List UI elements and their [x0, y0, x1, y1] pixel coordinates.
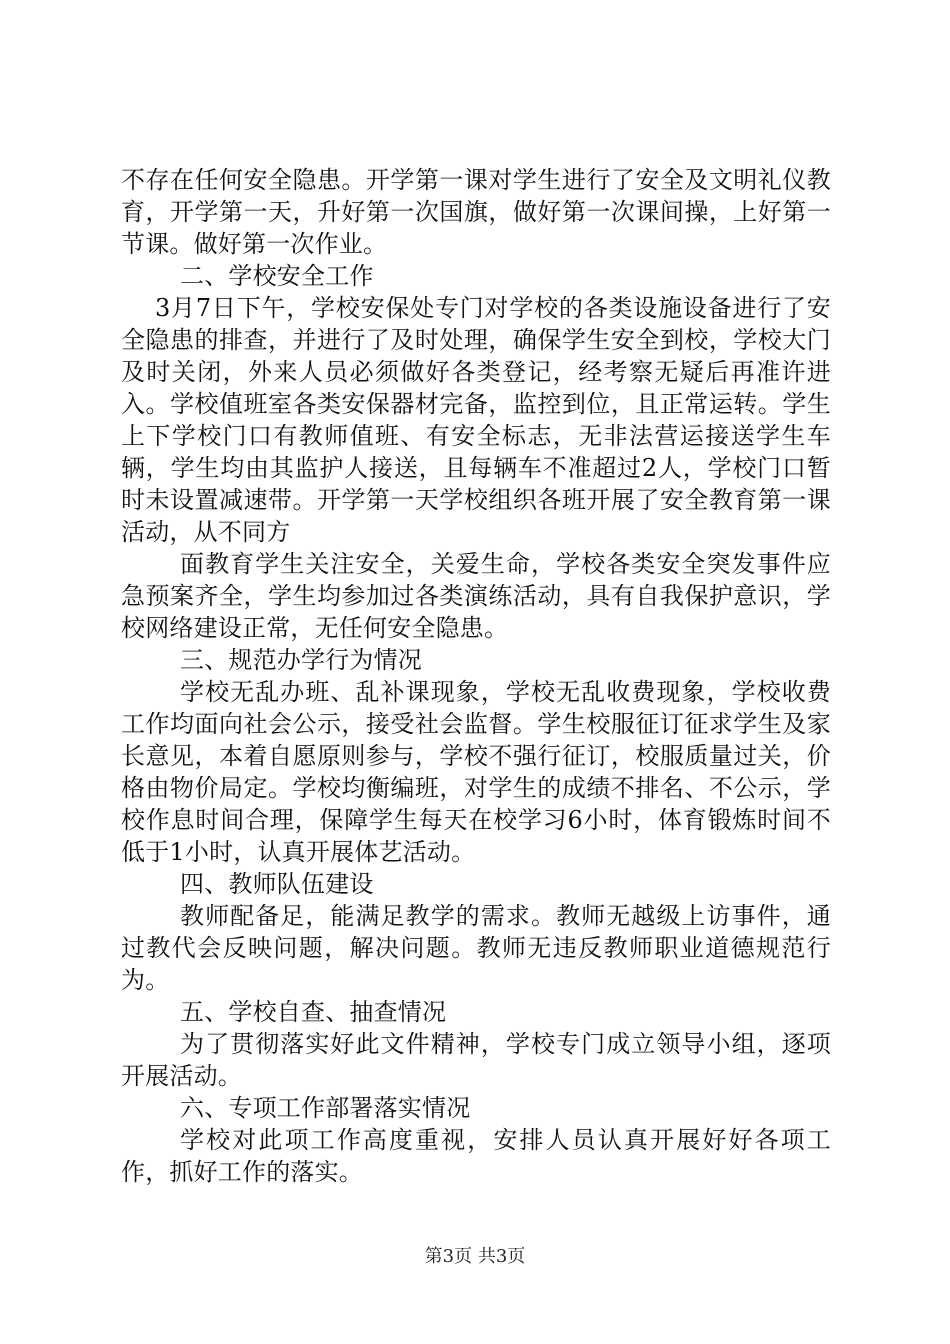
section-heading-special-work: 六、专项工作部署落实情况 — [180, 1094, 471, 1122]
paragraph-safety-education: 面教育学生关注安全，关爱生命，学校各类安全突发事件应急预案齐全，学生均参加过各类演练活动，具有自我保护意识，学校网络建设正常，无任何安全隐患。 — [121, 550, 831, 642]
paragraph-school-conduct: 学校无乱办班、乱补课现象，学校无乱收费现象，学校收费工作均面向社会公示，接受社会监督。学生校服征订征求学生及家长意见，本着自愿原则参与，学校不强行征订，校服质量过关，价格由物价局定。学校均衡编班，对学生的成绩不排名、不公示，学校作息时间合理，保障学生每天在校学习6小时，体育锻炼时间不低于1小时，认真开展体艺活动。 — [121, 678, 831, 866]
paragraph-self-inspection: 为了贯彻落实好此文件精神，学校专门成立领导小组，逐项开展活动。 — [121, 1030, 831, 1090]
paragraph-intro-continuation: 不存在任何安全隐患。开学第一课对学生进行了安全及文明礼仪教育，开学第一天，升好第一次国旗，做好第一次课间操，上好第一节课。做好第一次作业。 — [121, 166, 831, 258]
section-heading-school-safety: 二、学校安全工作 — [180, 262, 374, 290]
document-body — [121, 164, 831, 1188]
paragraph-school-safety-check: 3月7日下午，学校安保处专门对学校的各类设施设备进行了安全隐患的排查，并进行了及时处理，确保学生安全到校，学校大门及时关闭，外来人员必须做好各类登记，经考察无疑后再准许进入。学校值班室各类安保器材完备，监控到位，且正常运转。学生上下学校门口有教师值班、有安全标志，无非法营运接送学生车辆，学生均由其监护人接送，且每辆车不准超过2人，学校门口暂时未设置减速带。开学第一天学校组织各班开展了安全教育第一课活动，从不同方 — [121, 294, 831, 546]
paragraph-teacher-team: 教师配备足，能满足教学的需求。教师无越级上访事件，通过教代会反映问题，解决问题。教师无违反教师职业道德规范行为。 — [121, 902, 831, 994]
section-heading-school-conduct: 三、规范办学行为情况 — [180, 646, 422, 674]
paragraph-special-work: 学校对此项工作高度重视，安排人员认真开展好好各项工作，抓好工作的落实。 — [121, 1126, 831, 1186]
section-heading-teacher-team: 四、教师队伍建设 — [180, 870, 374, 898]
page-footer: 第3页 共3页 — [424, 1246, 526, 1267]
section-heading-self-inspection: 五、学校自查、抽查情况 — [180, 998, 447, 1026]
